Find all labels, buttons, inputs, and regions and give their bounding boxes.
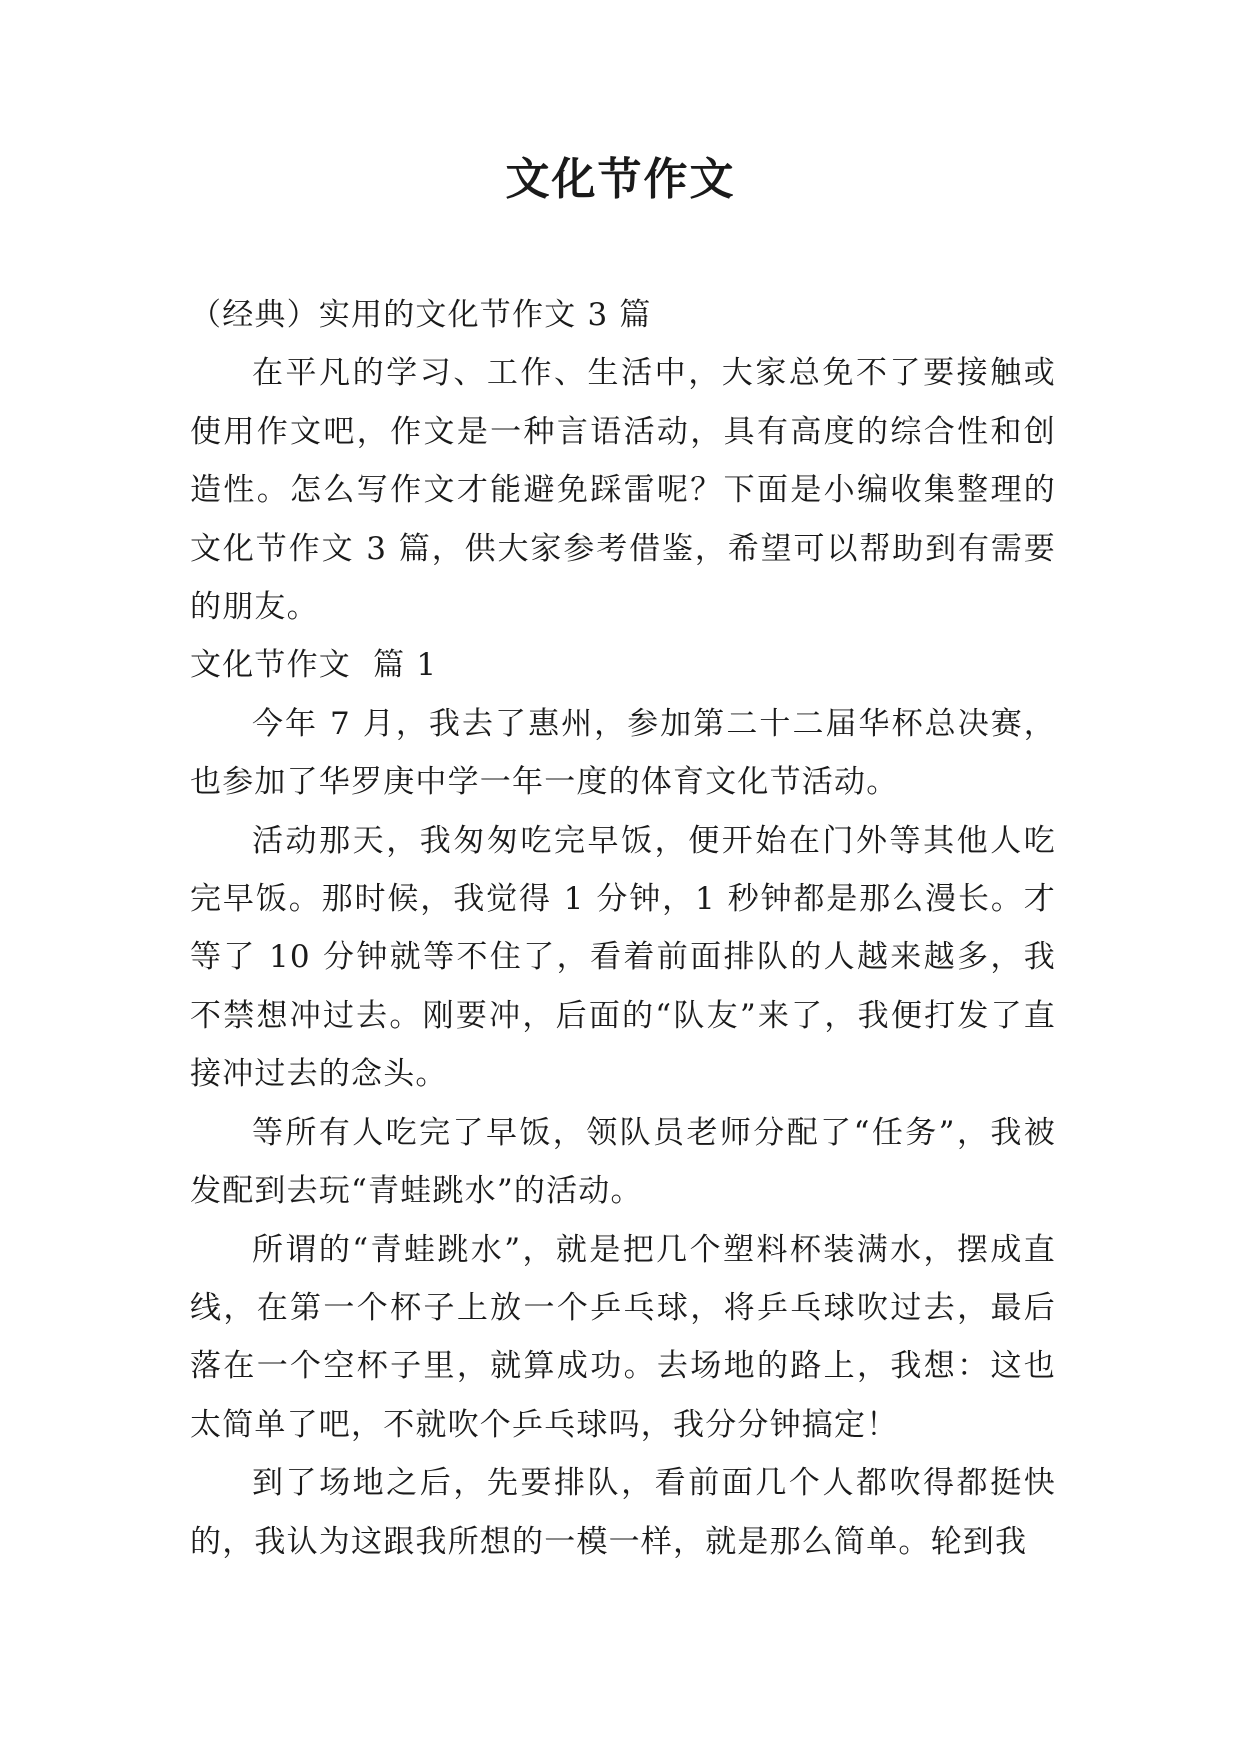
intro-paragraph: 在平凡的学习、工作、生活中，大家总免不了要接触或使用作文吧，作文是一种言语活动，具有高度的综合性和创造性。怎么写作文才能避免踩雷呢？下面是小编收集整理的文化节作文 3 篇，供大家参考借鉴，希望可以帮助到有需要的朋友。 [190,355,1056,626]
body-paragraph: 所谓的“青蛙跳水”，就是把几个塑料杯装满水，摆成直线，在第一个杯子上放一个乒乓球，将乒乓球吹过去，最后落在一个空杯子里，就算成功。去场地的路上，我想：这也太简单了吧，不就吹个乒乓球吗，我分分钟搞定！ [190,1231,1056,1443]
body-paragraph: 到了场地之后，先要排队，看前面几个人都吹得都挺快的，我认为这跟我所想的一模一样，就是那么简单。轮到我 [190,1465,1056,1560]
body-paragraph: 活动那天，我匆匆吃完早饭，便开始在门外等其他人吃完早饭。那时候，我觉得 1 分钟，1 秒钟都是那么漫长。才等了 10 分钟就等不住了，看着前面排队的人越来越多，我不禁想冲过去。刚要冲，后面的“队友”来了，我便打发了直接冲过去的念头。 [190,822,1056,1093]
body-paragraph: 等所有人吃完了早饭，领队员老师分配了“任务”，我被发配到去玩“青蛙跳水”的活动。 [190,1114,1056,1210]
document-body [190,286,1056,1571]
document-title: 文化节作文 [505,154,736,205]
document-subtitle: （经典）实用的文化节作文 3 篇 [190,297,652,333]
body-paragraph: 今年 7 月，我去了惠州，参加第二十二届华杯总决赛，也参加了华罗庚中学一年一度的体育文化节活动。 [190,705,1056,801]
section-heading: 文化节作文 篇 1 [190,647,438,684]
